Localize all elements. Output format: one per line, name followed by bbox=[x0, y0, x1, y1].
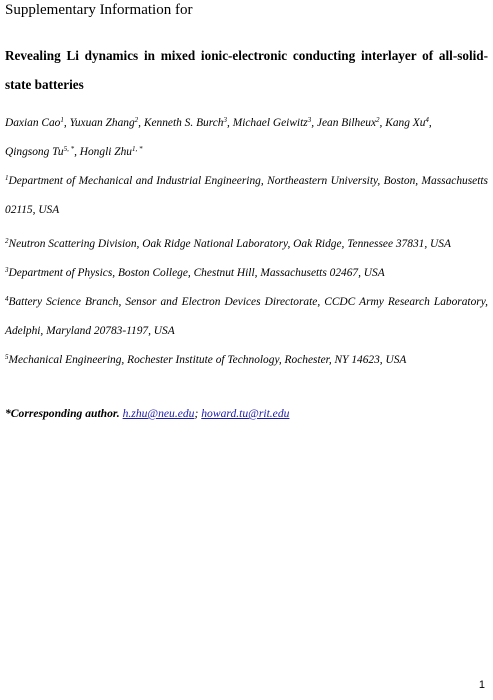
author-name: Daxian Cao bbox=[5, 117, 61, 129]
author-name: Jean Bilheux bbox=[316, 117, 377, 129]
page-number: 1 bbox=[478, 679, 485, 691]
author-affiliation-mark: 2 bbox=[376, 116, 380, 124]
affiliation-text: Battery Science Branch, Sensor and Electron Devices Directorate, CCDC Army Research Laboratory, Adelphi, Maryland 20783-1197, USA bbox=[5, 296, 488, 337]
affiliation-text: Neutron Scattering Division, Oak Ridge National Laboratory, Oak Ridge, Tennessee 37831, USA bbox=[8, 238, 451, 250]
affiliation-number: 3 bbox=[5, 266, 9, 274]
affiliation-number: 1 bbox=[5, 174, 9, 182]
email-separator: ; bbox=[194, 407, 199, 420]
author: Kang Xu$^4$, bbox=[385, 116, 432, 129]
author-list bbox=[5, 109, 488, 167]
email-link-zhu[interactable]: h.zhu@neu.edu bbox=[122, 407, 195, 420]
affiliation-4 bbox=[5, 288, 488, 346]
author bbox=[80, 146, 143, 158]
corresponding-author-line bbox=[5, 404, 289, 424]
author-name: Kenneth S. Burch bbox=[143, 117, 224, 129]
affiliation-number: 5 bbox=[5, 353, 9, 361]
corresponding-author-label: *Corresponding author. bbox=[5, 407, 120, 420]
author: Daxian Cao$^1$, bbox=[5, 116, 70, 129]
author-name: Yuxuan Zhang bbox=[69, 117, 135, 129]
affiliation-5 bbox=[5, 346, 488, 375]
affiliation-number: 4 bbox=[5, 295, 9, 303]
affiliation-3 bbox=[5, 259, 488, 288]
author-affiliation-mark: 3 bbox=[307, 116, 312, 124]
author-name: Michael Geiwitz bbox=[232, 117, 308, 129]
email-link-tu[interactable]: howard.tu@rit.edu bbox=[201, 407, 290, 420]
author-affiliation-mark: 4 bbox=[425, 116, 429, 124]
author: Kenneth S. Burch$^3$, bbox=[143, 116, 233, 129]
affiliation-number: 2 bbox=[5, 237, 9, 245]
author: Michael Geiwitz$^3$, bbox=[232, 116, 317, 129]
paper-title: Revealing Li dynamics in mixed ionic-electronic conducting interlayer of all-solid-state batteries bbox=[5, 48, 488, 92]
supplementary-header: Supplementary Information for bbox=[5, 2, 193, 18]
author-name: Hongli Zhu bbox=[79, 146, 132, 158]
affiliation-2 bbox=[5, 230, 488, 259]
affiliation-text: Mechanical Engineering, Rochester Institute of Technology, Rochester, NY 14623, USA bbox=[8, 354, 407, 366]
author-name: Qingsong Tu bbox=[5, 146, 64, 158]
author: Yuxuan Zhang$^2$, bbox=[69, 116, 144, 129]
author-affiliation-mark: 1 bbox=[60, 116, 64, 124]
author-affiliation-mark: 5, * bbox=[63, 145, 75, 153]
author-name: Kang Xu bbox=[385, 117, 426, 129]
author: Jean Bilheux$^2$, bbox=[316, 116, 386, 129]
author-affiliation-mark: 3 bbox=[223, 116, 227, 124]
author-affiliation-mark: 1, * bbox=[131, 145, 143, 153]
affiliation-text: Department of Mechanical and Industrial Engineering, Northeastern University, Boston, Massachusetts 02115, USA bbox=[5, 175, 488, 216]
author: Qingsong $Tu^{5, *}$, bbox=[5, 145, 80, 158]
affiliation-text: Department of Physics, Boston College, Chestnut Hill, Massachusetts 02467, USA bbox=[8, 267, 385, 279]
affiliation-1 bbox=[5, 167, 488, 225]
author-affiliation-mark: 2 bbox=[134, 116, 139, 124]
